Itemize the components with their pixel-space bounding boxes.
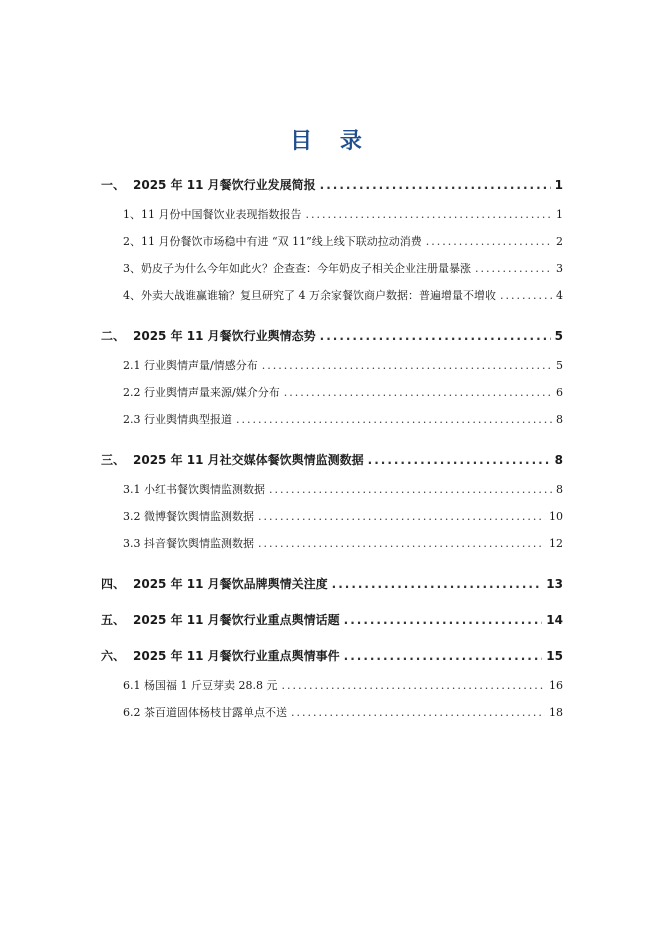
- dot-leader: [258, 530, 545, 557]
- chapter-number: 六、: [101, 649, 126, 663]
- subentry-title: 1、11 月份中国餐饮业表现指数报告: [123, 208, 302, 221]
- dot-leader: [368, 447, 551, 473]
- toc-chapter[interactable]: [101, 172, 563, 198]
- subentry-title: 4、外卖大战谁赢谁输？复旦研究了 4 万余家餐饮商户数据：普遍增量不增收: [123, 289, 496, 302]
- dot-leader: [426, 228, 552, 255]
- page-number: 12: [549, 537, 563, 550]
- page-number: 2: [556, 235, 563, 248]
- dot-leader: [262, 352, 552, 379]
- dot-leader: [258, 503, 545, 530]
- page-number: 5: [556, 359, 563, 372]
- page-number: 1: [554, 178, 563, 192]
- page-number: 14: [546, 613, 563, 627]
- page-number: 4: [556, 289, 563, 302]
- subentry-title: 2.3 行业舆情典型报道: [123, 413, 232, 426]
- subentry-title: 2.1 行业舆情声量/情感分布: [123, 359, 258, 372]
- chapter-number: 二、: [101, 329, 126, 343]
- toc-subentry[interactable]: [101, 255, 563, 282]
- subentry-title: 3.1 小红书餐饮舆情监测数据: [123, 483, 265, 496]
- chapter-number: 一、: [101, 178, 126, 192]
- chapter-title: 2025 年 11 月餐饮行业发展简报: [133, 178, 316, 192]
- toc-subentry[interactable]: [101, 699, 563, 726]
- chapter-number: 五、: [101, 613, 126, 627]
- page-number: 1: [556, 208, 563, 221]
- toc-list: [101, 172, 563, 726]
- toc-chapter[interactable]: [101, 447, 563, 473]
- chapter-title: 2025 年 11 月餐饮品牌舆情关注度: [133, 577, 328, 591]
- page-number: 3: [556, 262, 563, 275]
- subentry-title: 3、奶皮子为什么今年如此火？企查查：今年奶皮子相关企业注册量暴涨: [123, 262, 471, 275]
- toc-title: 目 录: [290, 128, 372, 154]
- chapter-number: 三、: [101, 453, 126, 467]
- toc-subentry[interactable]: [101, 672, 563, 699]
- page-number: 8: [554, 453, 563, 467]
- chapter-number: 四、: [101, 577, 126, 591]
- subentry-title: 6.2 茶百道固体杨枝甘露单点不送: [123, 706, 287, 719]
- page-number: 6: [556, 386, 563, 399]
- page-number: 8: [556, 483, 563, 496]
- toc-subentry[interactable]: [101, 228, 563, 255]
- dot-leader: [475, 255, 552, 282]
- dot-leader: [320, 323, 551, 349]
- chapter-title: 2025 年 11 月餐饮行业舆情态势: [133, 329, 316, 343]
- toc-subentry[interactable]: [101, 530, 563, 557]
- dot-leader: [344, 643, 543, 669]
- subentry-title: 3.2 微博餐饮舆情监测数据: [123, 510, 254, 523]
- toc-chapter[interactable]: [101, 323, 563, 349]
- subentry-title: 2.2 行业舆情声量来源/媒介分布: [123, 386, 280, 399]
- toc-chapter[interactable]: [101, 643, 563, 669]
- chapter-title: 2025 年 11 月餐饮行业重点舆情事件: [133, 649, 340, 663]
- page-number: 8: [556, 413, 563, 426]
- subentry-title: 6.1 杨国福 1 斤豆芽卖 28.8 元: [123, 679, 278, 692]
- dot-leader: [306, 201, 553, 228]
- toc-subentry[interactable]: [101, 201, 563, 228]
- page-number: 15: [546, 649, 563, 663]
- dot-leader: [284, 379, 552, 406]
- dot-leader: [269, 476, 552, 503]
- dot-leader: [281, 672, 545, 699]
- toc-chapter[interactable]: [101, 571, 563, 597]
- toc-subentry[interactable]: [101, 503, 563, 530]
- subentry-title: 3.3 抖音餐饮舆情监测数据: [123, 537, 254, 550]
- dot-leader: [332, 571, 543, 597]
- page-number: 16: [549, 679, 563, 692]
- page-number: 5: [554, 329, 563, 343]
- toc-chapter[interactable]: [101, 607, 563, 633]
- dot-leader: [344, 607, 543, 633]
- toc-subentry[interactable]: [101, 282, 563, 309]
- toc-subentry[interactable]: [101, 352, 563, 379]
- page-number: 13: [546, 577, 563, 591]
- subentry-title: 2、11 月份餐饮市场稳中有进 “双 11”线上线下联动拉动消费: [123, 235, 422, 248]
- chapter-title: 2025 年 11 月餐饮行业重点舆情话题: [133, 613, 340, 627]
- page-number: 18: [549, 706, 563, 719]
- toc-subentry[interactable]: [101, 379, 563, 406]
- chapter-title: 2025 年 11 月社交媒体餐饮舆情监测数据: [133, 453, 364, 467]
- dot-leader: [236, 406, 552, 433]
- toc-subentry[interactable]: [101, 476, 563, 503]
- page-number: 10: [549, 510, 563, 523]
- dot-leader: [320, 172, 551, 198]
- dot-leader: [291, 699, 545, 726]
- toc-subentry[interactable]: [101, 406, 563, 433]
- dot-leader: [500, 282, 552, 309]
